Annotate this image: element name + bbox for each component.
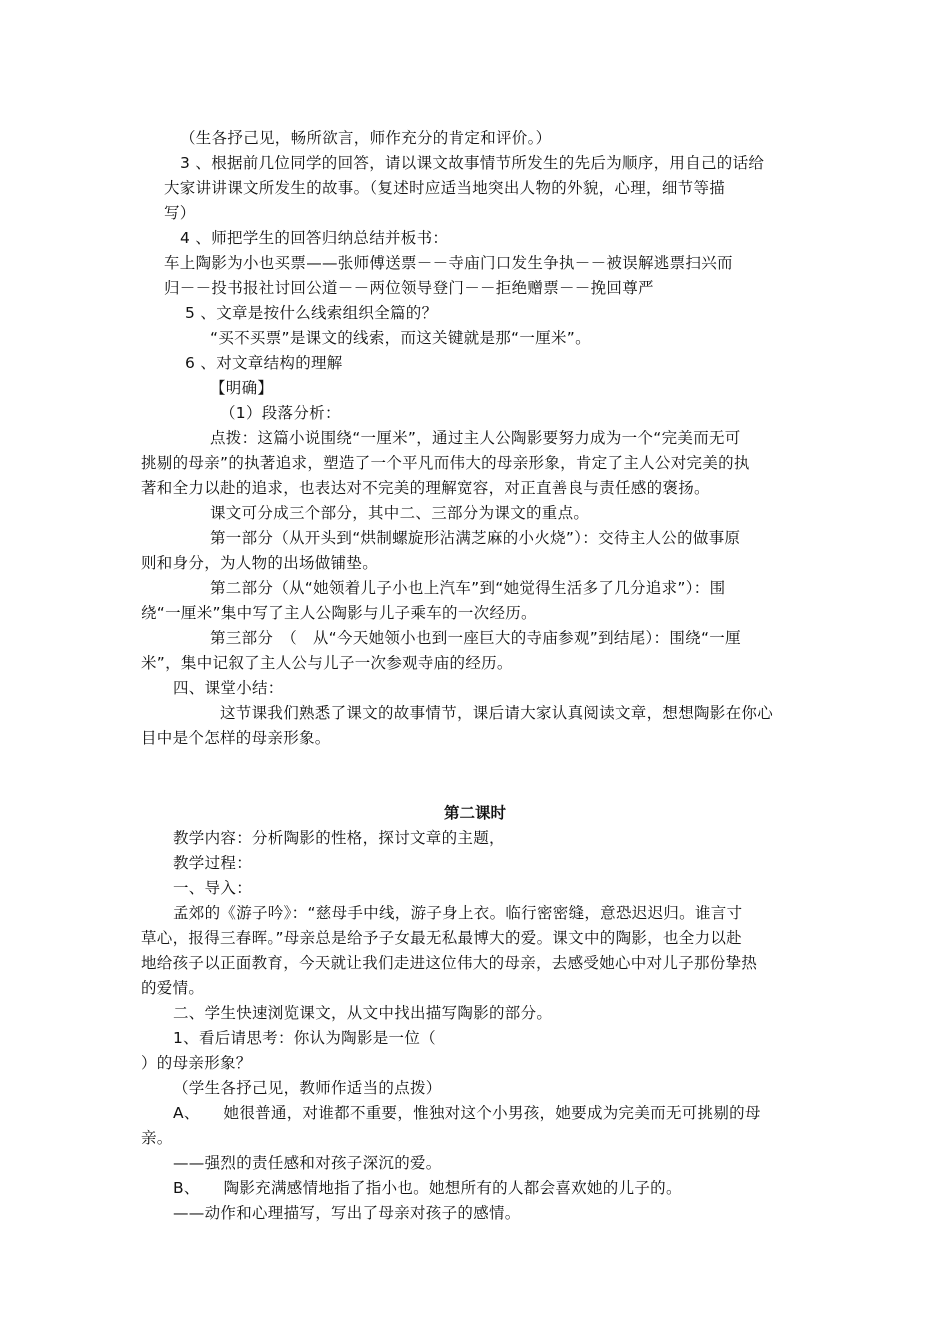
text-line: 米”，集中记叙了主人公与儿子一次参观寺庙的经历。 [141, 654, 513, 672]
text-line: 则和身分，为人物的出场做铺垫。 [141, 554, 379, 572]
text-line: 著和全力以赴的追求，也表达对不完美的理解宽容，对正直善良与责任感的褒扬。 [141, 479, 710, 497]
text-line: 5 、文章是按什么线索组织全篇的？ [185, 304, 438, 322]
text-line: “买不买票”是课文的线索，而这关键就是那“一厘米”。 [210, 329, 591, 347]
text-line: 车上陶影为小也买票——张师傅送票－－寺庙门口发生争执－－被误解逃票扫兴而 [164, 254, 733, 272]
text-line: 【明确】 [210, 379, 274, 397]
text-line: 大家讲讲课文所发生的故事。（复述时应适当地突出人物的外貌，心理，细节等描 [164, 179, 726, 197]
lesson2-title: 第二课时 [443, 804, 506, 822]
text-line: B、 陶影充满感情地指了指小也。她想所有的人都会喜欢她的儿子的。 [173, 1179, 682, 1197]
text-line: 第一部分（从开头到“烘制螺旋形沾满芝麻的小火烧”）：交待主人公的做事原 [210, 529, 741, 547]
text-line: 目中是个怎样的母亲形象。 [141, 729, 331, 747]
text-line: 绕“一厘米”集中写了主人公陶影与儿子乘车的一次经历。 [141, 604, 537, 622]
text-line: （学生各抒己见，教师作适当的点拨） [173, 1079, 442, 1097]
text-line: 写） [164, 204, 196, 222]
text-line: 4 、师把学生的回答归纳总结并板书： [180, 229, 449, 247]
text-line: 孟郊的《游子吟》：“慈母手中线，游子身上衣。临行密密缝，意恐迟迟归。谁言寸 [173, 904, 743, 922]
text-line: ——强烈的责任感和对孩子深沉的爱。 [173, 1154, 442, 1172]
text-line: 教学内容：分析陶影的性格，探讨文章的主题， [173, 829, 505, 847]
text-line: 3 、根据前几位同学的回答，请以课文故事情节所发生的先后为顺序，用自己的话给 [180, 154, 765, 172]
text-line: 亲。 [141, 1129, 173, 1147]
text-line: 第二部分（从“她领着儿子小也上汽车”到“她觉得生活多了几分追求”）：围 [210, 579, 726, 597]
text-line: 点拨：这篇小说围绕“一厘米”，通过主人公陶影要努力成为一个“完美而无可 [210, 429, 741, 447]
text-line: 挑剔的母亲”的执著追求，塑造了一个平凡而伟大的母亲形象，肯定了主人公对完美的执 [141, 454, 750, 472]
text-line: 地给孩子以正面教育，今天就让我们走进这位伟大的母亲，去感受她心中对儿子那份挚热 [141, 954, 758, 972]
text-line: 这节课我们熟悉了课文的故事情节，课后请大家认真阅读文章，想想陶影在你心 [220, 704, 774, 722]
text-line: 的爱情。 [141, 979, 205, 997]
text-line: 课文可分成三个部分，其中二、三部分为课文的重点。 [210, 504, 590, 522]
text-line: （1）段落分析： [220, 404, 341, 422]
text-line: 一、导入： [173, 879, 253, 897]
text-line: ——动作和心理描写，写出了母亲对孩子的感情。 [173, 1204, 521, 1222]
text-line: ）的母亲形象？ [141, 1054, 252, 1072]
text-line: 二、学生快速浏览课文，从文中找出描写陶影的部分。 [173, 1004, 553, 1022]
text-line: 四、课堂小结： [173, 679, 284, 697]
text-line: 归－－投书报社讨回公道－－两位领导登门－－拒绝赠票－－挽回尊严 [164, 279, 654, 297]
text-line: 教学过程： [173, 854, 253, 872]
text-line: 第三部分 （ 从“今天她领小也到一座巨大的寺庙参观”到结尾）：围绕“一厘 [210, 629, 741, 647]
text-line: 6 、对文章结构的理解 [185, 354, 343, 372]
text-line: （生各抒己见，畅所欲言，师作充分的肯定和评价。） [180, 129, 552, 147]
text-line: A、 她很普通，对谁都不重要，惟独对这个小男孩，她要成为完美而无可挑剔的母 [173, 1104, 761, 1122]
text-line: 1、看后请思考：你认为陶影是一位（ [173, 1029, 436, 1047]
text-line: 草心，报得三春晖。”母亲总是给予子女最无私最博大的爱。课文中的陶影，也全力以赴 [141, 929, 742, 947]
